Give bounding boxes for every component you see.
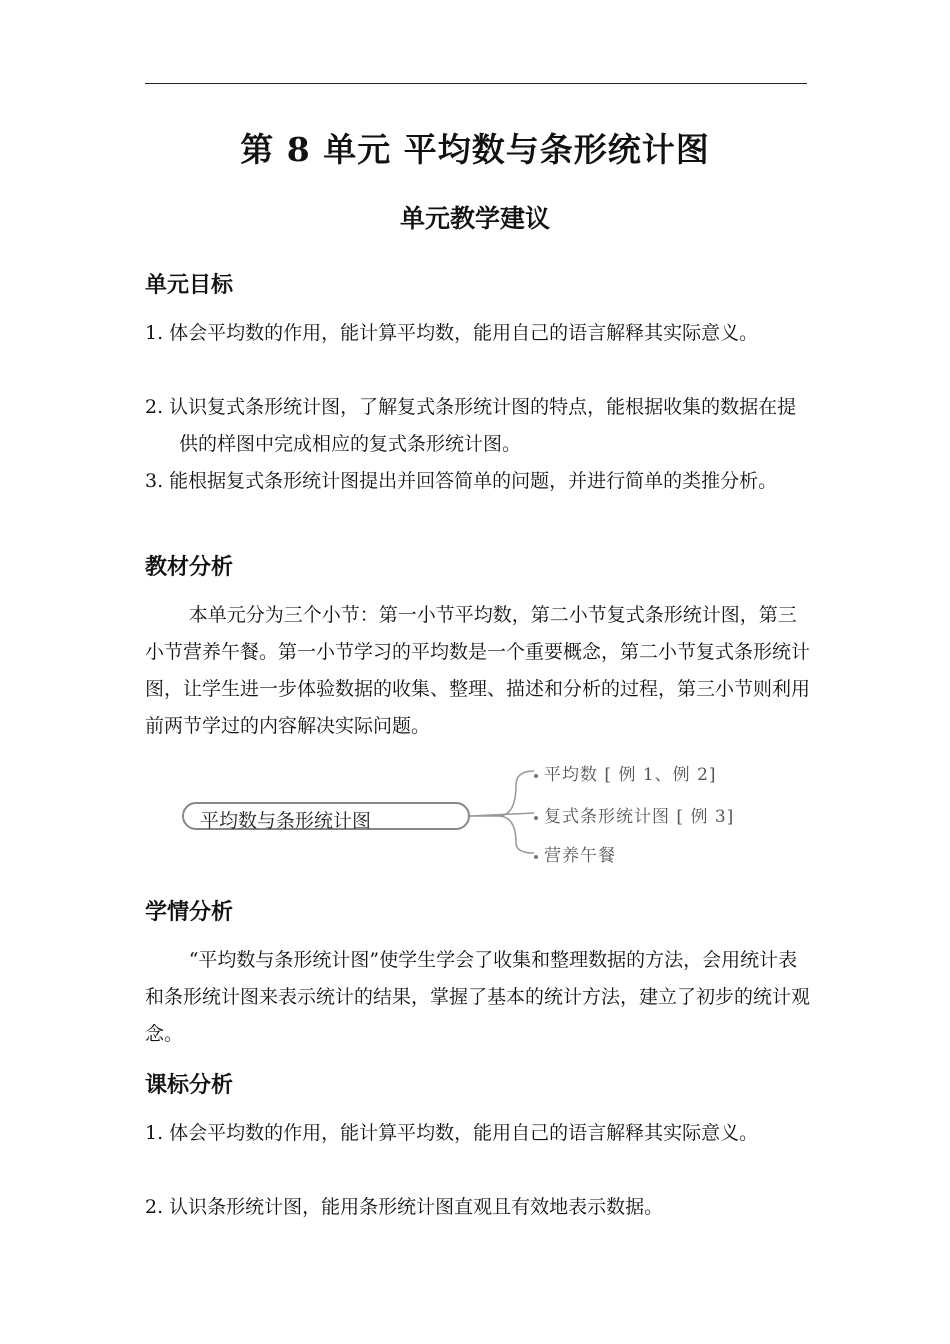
diagram-branch-2: 复式条形统计图 [ 例 3]	[534, 802, 734, 827]
bullet-icon	[534, 855, 538, 859]
page-title: 第 8 单元 平均数与条形统计图	[240, 130, 710, 169]
students-paragraph: “平均数与条形统计图”使学生学会了收集和整理数据的方法，会用统计表和条形统计图来表示统计的结果，掌握了基本的统计方法，建立了初步的统计观念。	[145, 949, 811, 1045]
goal-item-2: 2. 认识复式条形统计图，了解复式条形统计图的特点，能根据收集的数据在提供的样图中完成相应的复式条形统计图。	[145, 396, 797, 455]
bullet-icon	[534, 774, 538, 778]
bullet-icon	[534, 816, 538, 820]
section-heading-standards: 课标分析	[145, 1073, 234, 1098]
material-paragraph: 本单元分为三个小节：第一小节平均数，第二小节复式条形统计图，第三小节营养午餐。第一小节学习的平均数是一个重要概念，第二小节复式条形统计图，让学生进一步体验数据的收集、整理、描述和分析的过程，第三小节则利用前两节学过的内容解决实际问题。	[145, 604, 811, 737]
section-heading-goals: 单元目标	[145, 273, 234, 298]
goal-item-3: 3. 能根据复式条形统计图提出并回答简单的问题，并进行简单的类推分析。	[145, 470, 778, 492]
standard-item-2: 2. 认识条形统计图，能用条形统计图直观且有效地表示数据。	[145, 1196, 664, 1218]
section-heading-material: 教材分析	[145, 555, 234, 580]
goal-item-1: 1. 体会平均数的作用，能计算平均数，能用自己的语言解释其实际意义。	[145, 322, 759, 344]
diagram-root-node	[182, 802, 470, 830]
standard-item-1: 1. 体会平均数的作用，能计算平均数，能用自己的语言解释其实际意义。	[145, 1122, 759, 1144]
diagram-branch-1: 平均数 [ 例 1、例 2]	[534, 760, 717, 785]
structure-diagram	[178, 755, 798, 875]
page-subtitle: 单元教学建议	[399, 204, 550, 233]
diagram-branch-3: 营养午餐	[534, 841, 616, 866]
header-rule	[145, 83, 807, 84]
section-heading-students: 学情分析	[145, 900, 234, 925]
diagram-root-label: 平均数与条形统计图	[200, 810, 372, 832]
